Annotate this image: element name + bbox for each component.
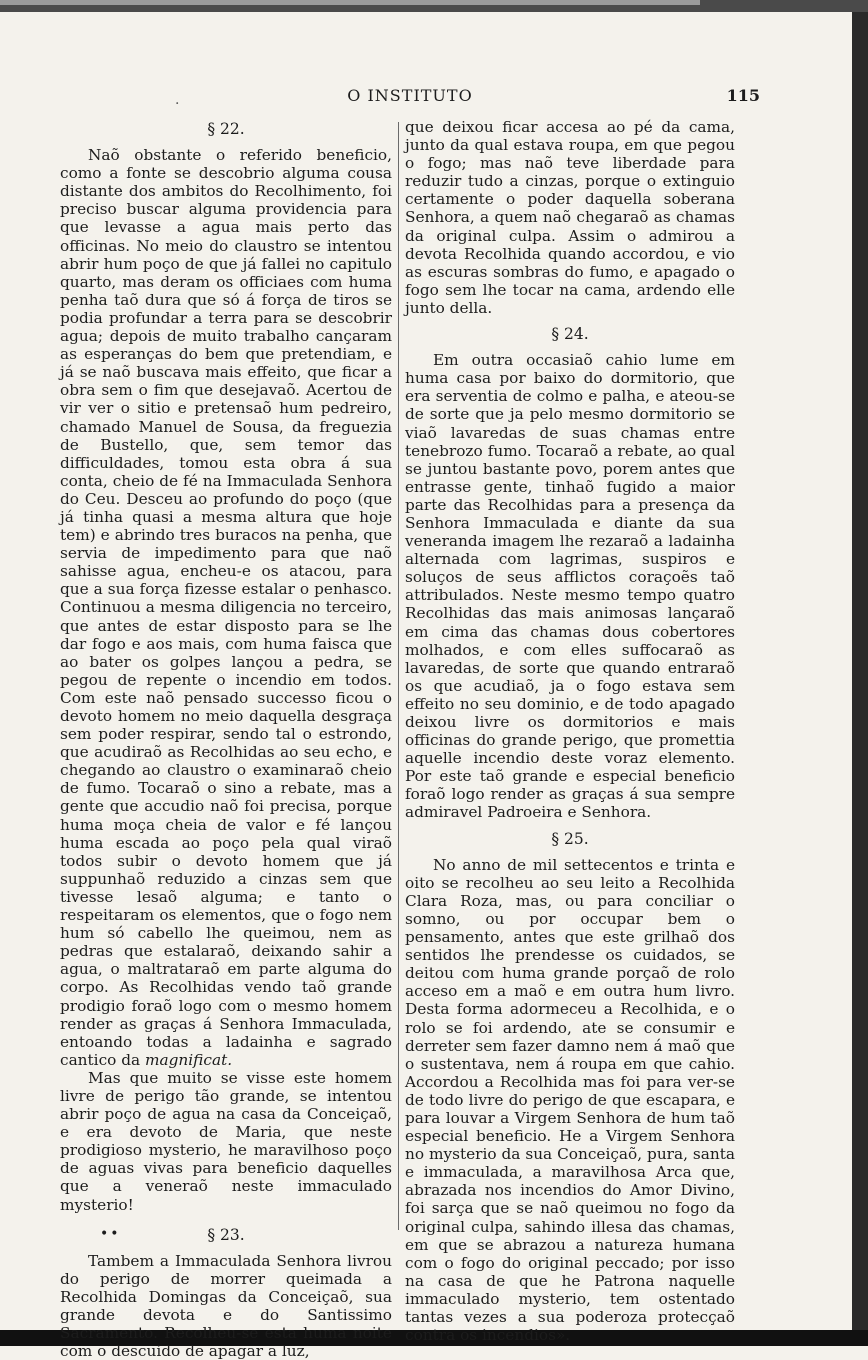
running-title: O INSTITUTO: [347, 86, 473, 105]
speck-mark: ·: [175, 96, 180, 112]
magnificat-italic: magnificat.: [145, 1050, 233, 1069]
right-column: [405, 118, 735, 1344]
page-header: [60, 86, 760, 110]
section-22-paragraph-1: [60, 146, 392, 1069]
section-22-paragraph-2: Mas que muito se visse este homem livre de perigo tão grande, se intentou abrir poço de agua na casa da Conceiçaõ, e era devoto de Maria, que neste prodigioso mysterio, he maravilhoso poço de aguas vivas para beneficio daquelles que a veneraõ neste immaculado mysterio!: [60, 1068, 392, 1214]
bottom-marks: ••: [100, 1226, 121, 1242]
column-divider: [398, 122, 399, 1230]
page-number: 115: [726, 86, 760, 105]
section-25-paragraph-1: No anno de mil settecentos e trinta e oito se recolheu ao seu leito a Recolhida Clara Roza, mas, ou para conciliar o somno, ou por occupar bem o pensamento, antes que este grilhaõ dos sentidos lhe prendesse os cuidados, se deitou com huma grande porçaõ de rolo acceso em a maõ e em outra hum livro. Desta forma adormeceu a Recolhida, e o rolo se foi ardendo, ate se consumir e derreter sem fazer damno nem á maõ que o sustentava, nem á roupa em que cahio. Accordou a Recolhida mas foi para ver-se de todo livre do perigo de que escapara, e para louvar a Virgem Senhora de hum taõ especial beneficio. He a Virgem Senhora no mysterio da sua Conceiçaõ, pura, santa e immaculada, a maravilhosa Arca que, abrazada nos incendios do Amor Divino, foi sarça que se naõ queimou no fogo da original culpa, sahindo illesa das chamas, em que se abrazou a natureza humana com o fogo do original peccado; por isso na casa de que he Patrona naquelle immaculado mysterio, tem ostentado tantas vezes a sua poderoza protecçaõ contra os incendios».: [405, 855, 735, 1345]
section-22-paragraph-1-text: Naõ obstante o referido beneficio, como a fonte se descobrio alguma cousa distante dos ambitos do Recolhimento, foi preciso buscar alguma providencia para que levasse a agua mais perto das officinas. No meio do claustro se intentou abrir hum poço de que já fallei no capitulo quarto, mas deram os officiaes com huma penha taõ dura que só á força de tiros se podia profundar a terra para se descobrir agua; depois de muito trabalho cançaram as esperanças do bem que pretendiam, e já se naõ buscava mais effeito, que ficar a obra sem o fim que desejavaõ. Acertou de vir ver o sitio e pretensaõ hum pedreiro, chamado Manuel de Sousa, da freguezia de Bustello, que, sem temor das difficuldades, tomou esta obra á sua conta, cheio de fé na Immaculada Senhora do Ceu. Desceu ao profundo do poço (que já tinha quasi a mesma altura que hoje tem) e abrindo tres buracos na penha, que servia de impedimento para que naõ sahisse agua, encheu-e os atacou, para que a sua força fizesse estalar o penhasco. Continuou a mesma diligencia no terceiro, que antes de estar disposto para se lhe dar fogo e aos mais, com huma faisca que ao bater os golpes lançou a pedra, se pegou de repente o incendio em todos. Com este naõ pensado successo ficou o devoto homem no meio daquella desgraça sem poder respirar, sendo tal o estrondo, que acudiraõ as Recolhidas ao seu echo, e chegando ao claustro o examinaraõ cheio de fumo. Tocaraõ o sino a rebate, mas a gente que accudio naõ foi precisa, porque huma moça cheia de valor e fé lançou huma escada ao poço pela qual viraõ todos subir o devoto homem que já suppunhaõ reduzido a cinzas sem que tivesse lesaõ alguma; e tanto o respeitaram os elementos, que o fogo nem hum só cabello lhe queimou, nem as pedras que estalaraõ, deixando sahir a agua, o maltrataraõ em parte alguma do corpo. As Recolhidas vendo taõ grande prodigio foraõ logo com o mesmo homem render as graças á Senhora Immaculada, entoando todas a ladainha e sagrado cantico da: [60, 146, 392, 1069]
scan-top-edge-light: [0, 0, 700, 5]
section-23-heading: § 23.: [207, 1225, 245, 1244]
scan-top-edge: [0, 0, 868, 12]
section-gap: [60, 1214, 392, 1224]
scan-right-edge: [852, 12, 868, 1330]
section-23-continuation: que deixou ficar accesa ao pé da cama, junto da qual estava roupa, em que pegou o fogo; mas naõ teve liberdade para reduzir tudo a cinzas, porque o extinguio certamente o poder daquella soberana Senhora, a quem naõ chegaraõ as chamas da original culpa. Assim o admirou a devota Recolhida quando accordou, e vio as escuras sombras do fumo, e apagado o fogo sem lhe tocar na cama, ardendo elle junto della.: [405, 118, 735, 317]
section-22-heading: § 22.: [207, 120, 245, 138]
section-23-paragraph-1: Tambem a Immaculada Senhora livrou do perigo de morrer queimada a Recolhida Domingas da Conceiçaõ, sua grande devota e do Santissimo Sacramento. Recolheu-se esta huma noite com o descuido de apagar a luz,: [60, 1251, 392, 1360]
section-24-paragraph-1: Em outra occasiaõ cahio lume em huma casa por baixo do dormitorio, que era serventia de colmo e palha, e ateou-se de sorte que ja pelo mesmo dormitorio se viaõ lavaredas de suas chamas entre tenebrozo fumo. Tocaraõ a rebate, ao qual se juntou bastante povo, porem antes que entrasse gente, tinhaõ fugido a maior parte das Recolhidas para a presença da Senhora Immaculada e diante da sua veneranda imagem lhe rezaraõ a ladainha alternada com lagrimas, suspiros e soluços de seus afflictos coraçoẽs taõ attribulados. Neste mesmo tempo quatro Recolhidas das mais animosas lançaraõ em cima das chamas dous cobertores molhados, e com elles suffocaraõ as lavaredas, de sorte que quando entraraõ os que acudiaõ, ja o fogo estava sem effeito no seu dominio, e de todo apagado deixou livre os dormitorios e mais officinas do grande perigo, que promettia aquelle incendio deste voraz elemento. Por este taõ grande e especial beneficio foraõ logo render as graças á sua sempre admiravel Padroeira e Senhora.: [405, 351, 735, 822]
left-column: [60, 118, 392, 1360]
section-25-heading: § 25.: [551, 829, 589, 848]
section-24-heading: § 24.: [551, 325, 589, 344]
